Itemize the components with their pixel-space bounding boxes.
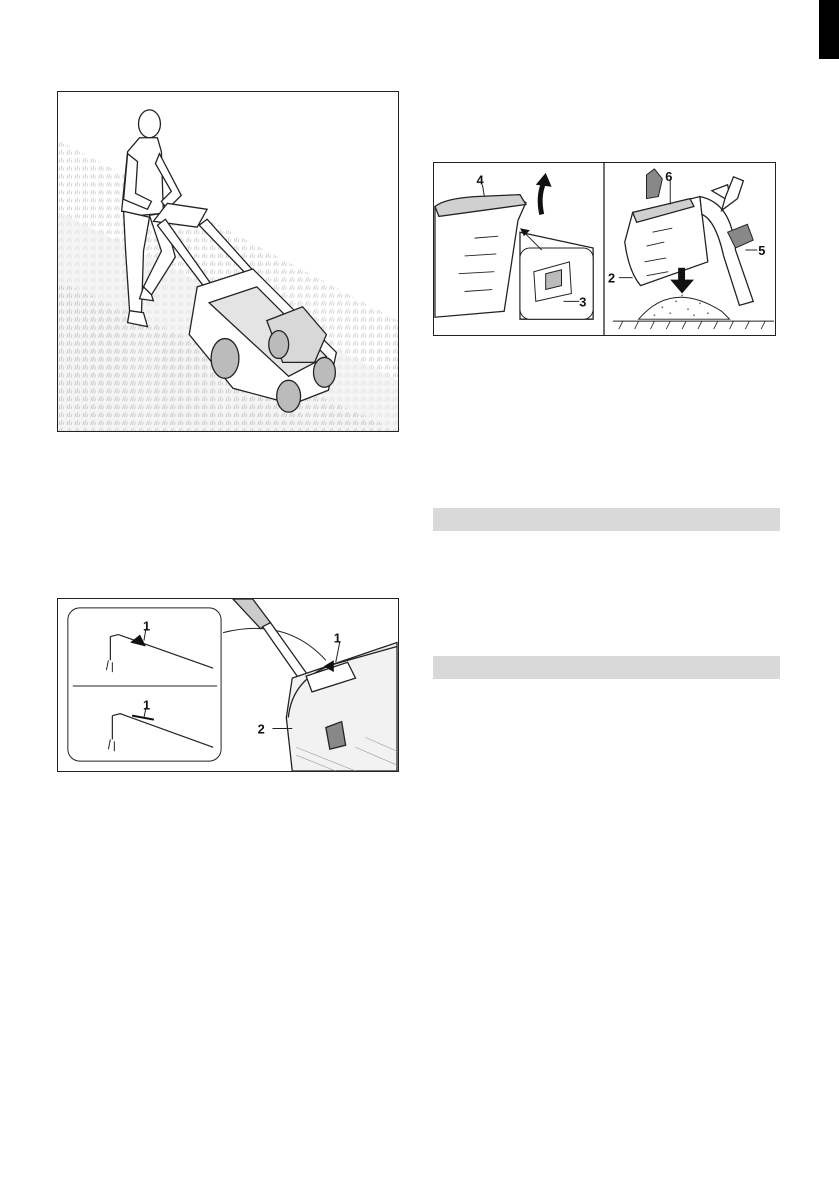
callout-indicator-bottom: 1	[142, 697, 151, 713]
callout-latch: 3	[579, 294, 587, 310]
section-heading-bar	[433, 656, 780, 679]
person-mowing-slope-icon	[58, 92, 398, 431]
callout-catcher-right: 2	[607, 270, 616, 286]
language-tab-marker	[819, 0, 839, 59]
grass-catcher-fill-level-indicator-icon	[58, 599, 398, 771]
callout-cover: 4	[476, 172, 484, 188]
section-heading-bar	[433, 508, 780, 531]
callout-indicator-top: 1	[142, 618, 151, 634]
fill-level-indicator-figure	[57, 598, 399, 772]
emptying-grass-catcher-figure	[433, 162, 776, 336]
callout-hand: 5	[758, 242, 766, 258]
mowing-on-slope-figure	[57, 91, 399, 432]
callout-catcher: 2	[257, 721, 265, 737]
callout-handle: 6	[665, 168, 673, 184]
emptying-grass-catcher-icon	[434, 163, 775, 335]
callout-indicator-main: 1	[333, 630, 341, 646]
